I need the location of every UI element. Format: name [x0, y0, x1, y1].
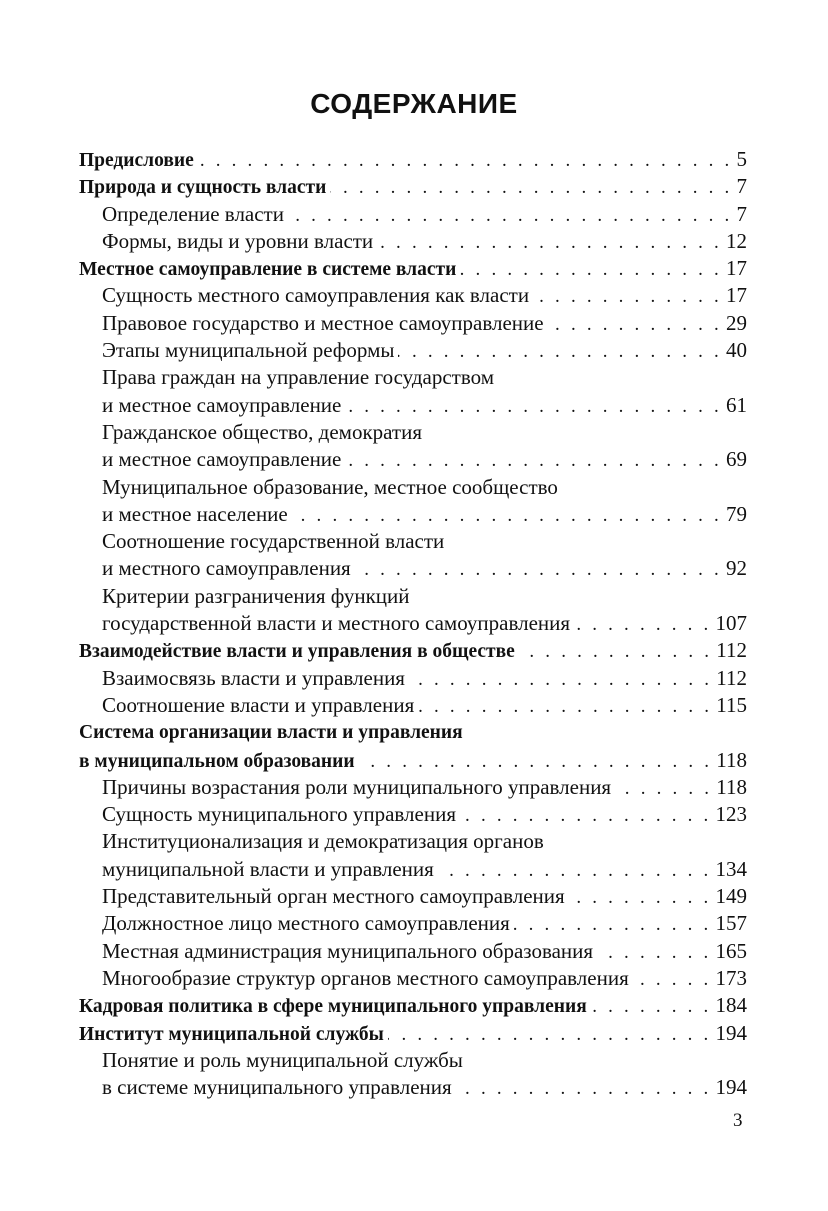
- toc-entry: [79, 828, 747, 855]
- toc-entry-title: муниципальной власти и управления: [102, 856, 434, 881]
- toc-entry-title: Формы, виды и уровни власти: [102, 228, 374, 253]
- toc-page-number: 92: [726, 556, 747, 581]
- toc-page-number: 157: [715, 911, 747, 936]
- toc-entry-title: в муниципальном образовании: [79, 750, 355, 772]
- dot-leader: [418, 693, 712, 720]
- toc-entry-title: Определение власти: [102, 201, 284, 226]
- toc-entry-title: Критерии разграничения функций: [102, 583, 410, 608]
- dot-leader: [438, 857, 712, 884]
- toc-page-number: 17: [726, 256, 747, 281]
- toc-page-number: 112: [716, 665, 747, 690]
- toc-entry-title: Этапы муниципальной реформы: [102, 338, 395, 363]
- toc-entry-title: государственной власти и местного самоуправления: [102, 611, 571, 636]
- toc-page-number: 69: [726, 447, 747, 472]
- dot-leader: [198, 147, 733, 174]
- toc-entry-title: Должностное лицо местного самоуправления: [102, 911, 510, 936]
- toc-page-number: 115: [716, 692, 747, 717]
- dot-leader: [388, 1021, 712, 1048]
- toc-entry: [79, 419, 747, 446]
- toc-entry-title: Взаимодействие власти и управления в обществе: [79, 641, 515, 663]
- dot-leader: [460, 256, 722, 283]
- dot-leader: [514, 911, 712, 938]
- toc-entry-title: Права граждан на управление государством: [102, 365, 494, 390]
- dot-leader: [519, 638, 712, 665]
- toc-entry-title: Система организации власти и управления: [79, 722, 463, 744]
- toc-page-number: 7: [736, 201, 747, 226]
- toc-entry: [79, 173, 747, 200]
- toc-entry-title: и местное население: [102, 501, 288, 526]
- dot-leader: [359, 748, 713, 775]
- dot-leader: [460, 802, 712, 829]
- toc-entry: [79, 610, 747, 637]
- toc-entry-title: Институционализация и демократизация органов: [102, 829, 544, 854]
- dot-leader: [633, 966, 712, 993]
- toc-entry: [79, 910, 747, 937]
- toc-entry: [79, 1047, 747, 1074]
- table-of-contents: [79, 146, 747, 1101]
- toc-entry-title: Сущность муниципального управления: [102, 802, 456, 827]
- toc-entry: [79, 747, 747, 774]
- toc-page-number: 149: [715, 884, 747, 909]
- toc-entry: [79, 555, 747, 582]
- toc-entry: [79, 501, 747, 528]
- toc-entry-title: Понятие и роль муниципальной службы: [102, 1047, 463, 1072]
- toc-page-number: 118: [716, 747, 747, 772]
- toc-entry: [79, 637, 747, 664]
- toc-entry: [79, 856, 747, 883]
- toc-entry-title: и местное самоуправление: [102, 392, 342, 417]
- toc-page-number: 7: [736, 174, 747, 199]
- toc-page-number: 173: [715, 965, 747, 990]
- dot-leader: [574, 611, 711, 638]
- dot-leader: [292, 502, 722, 529]
- dot-leader: [569, 884, 712, 911]
- toc-entry-title: Кадровая политика в сфере муниципального управления: [79, 996, 587, 1018]
- toc-page-number: 184: [715, 993, 747, 1018]
- toc-entry: [79, 282, 747, 309]
- toc-page-number: 194: [715, 1075, 747, 1100]
- toc-page-number: 165: [715, 938, 747, 963]
- toc-entry: [79, 883, 747, 910]
- toc-entry-title: Многообразие структур органов местного самоуправления: [102, 965, 629, 990]
- dot-leader: [409, 666, 712, 693]
- dot-leader: [548, 311, 722, 338]
- dot-leader: [377, 229, 722, 256]
- toc-entry-title: Представительный орган местного самоуправления: [102, 884, 565, 909]
- toc-entry: [79, 528, 747, 555]
- dot-leader: [456, 1075, 712, 1102]
- toc-page-number: 5: [736, 147, 747, 171]
- toc-entry: [79, 965, 747, 992]
- toc-entry-title: Причины возрастания роли муниципального управления: [102, 774, 612, 799]
- toc-page-number: 29: [726, 310, 747, 335]
- toc-page-number: 61: [726, 392, 747, 417]
- dot-leader: [533, 283, 722, 310]
- toc-page-number: 17: [726, 283, 747, 308]
- toc-entry-title: Природа и сущность власти: [79, 177, 327, 199]
- dot-leader: [615, 775, 712, 802]
- toc-page-number: 40: [726, 338, 747, 363]
- toc-entry: [79, 992, 747, 1019]
- toc-entry-title: и местное самоуправление: [102, 447, 342, 472]
- toc-entry-title: Местное самоуправление в системе власти: [79, 259, 457, 281]
- toc-entry: [79, 583, 747, 610]
- toc-entry: [79, 337, 747, 364]
- toc-entry: [79, 364, 747, 391]
- dot-leader: [355, 556, 722, 583]
- toc-entry: [79, 692, 747, 719]
- toc-page-number: 12: [726, 228, 747, 253]
- dot-leader: [288, 202, 733, 229]
- toc-entry: [79, 474, 747, 501]
- toc-entry: [79, 228, 747, 255]
- toc-entry: [79, 1074, 747, 1101]
- toc-page-number: 118: [716, 774, 747, 799]
- toc-page-number: 79: [726, 501, 747, 526]
- toc-entry-title: Институт муниципальной службы: [79, 1023, 384, 1045]
- toc-entry: [79, 719, 747, 746]
- toc-entry: [79, 938, 747, 965]
- toc-entry: [79, 1020, 747, 1047]
- page-number: 3: [733, 1110, 743, 1131]
- toc-entry-title: Предисловие: [79, 150, 194, 171]
- toc-entry-title: Местная администрация муниципального образования: [102, 938, 594, 963]
- toc-page-number: 134: [715, 856, 747, 881]
- toc-entry-title: Муниципальное образование, местное сообщество: [102, 474, 558, 499]
- toc-entry-title: Соотношение власти и управления: [102, 692, 415, 717]
- toc-entry-title: Гражданское общество, демократия: [102, 419, 422, 444]
- toc-entry-title: и местного самоуправления: [102, 556, 351, 581]
- toc-entry-title: Сущность местного самоуправления как власти: [102, 283, 530, 308]
- toc-entry: [79, 801, 747, 828]
- toc-entry-title: Взаимосвязь власти и управления: [102, 665, 405, 690]
- dot-leader: [597, 939, 711, 966]
- toc-page-number: 112: [716, 638, 747, 663]
- toc-entry-title: Правовое государство и местное самоуправление: [102, 310, 544, 335]
- dot-leader: [591, 993, 712, 1020]
- toc-entry: [79, 201, 747, 228]
- toc-entry: [79, 665, 747, 692]
- toc-entry: [79, 392, 747, 419]
- toc-entry: [79, 446, 747, 473]
- toc-entry: [79, 255, 747, 282]
- dot-leader: [398, 338, 722, 365]
- page-title: СОДЕРЖАНИЕ: [310, 88, 518, 119]
- dot-leader: [345, 447, 722, 474]
- toc-page-number: 107: [715, 611, 747, 636]
- toc-entry: [79, 146, 747, 173]
- toc-entry-title: в системе муниципального управления: [102, 1075, 452, 1100]
- dot-leader: [345, 393, 722, 420]
- toc-page-number: 194: [715, 1020, 747, 1045]
- toc-entry: [79, 774, 747, 801]
- dot-leader: [330, 174, 732, 201]
- toc-entry: [79, 310, 747, 337]
- toc-page-number: 123: [715, 802, 747, 827]
- toc-entry-title: Соотношение государственной власти: [102, 529, 445, 554]
